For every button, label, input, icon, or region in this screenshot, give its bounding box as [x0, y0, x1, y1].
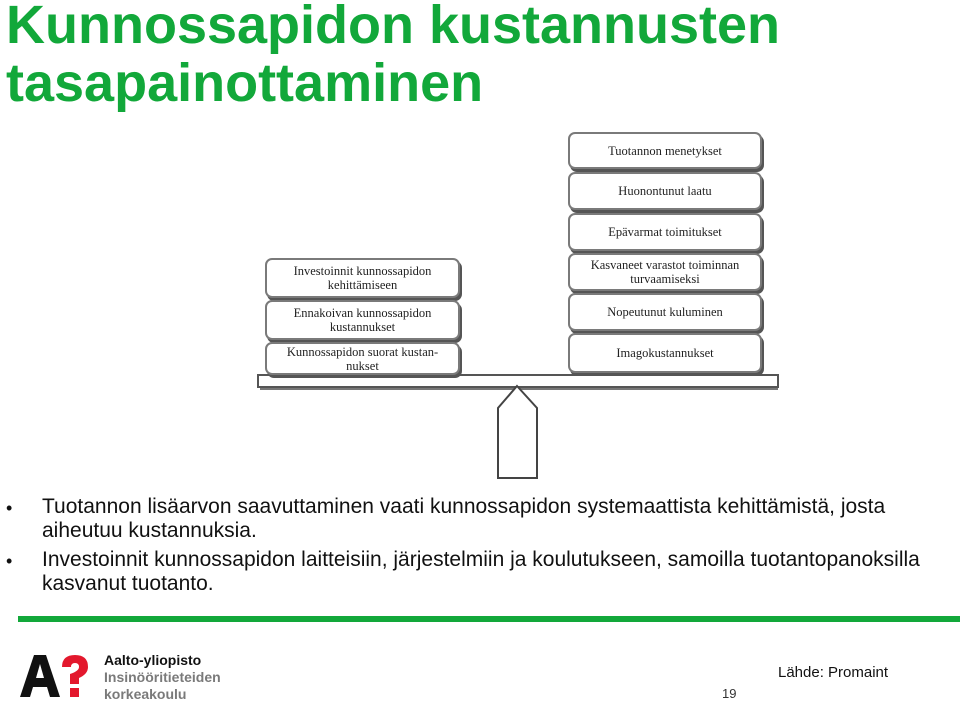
- right-box-2: Huonontunut laatu: [568, 172, 762, 210]
- bullet-text: Investoinnit kunnossapidon laitteisiin, järjestelmiin ja koulutukseen, samoilla tuotantopanoksilla kasvanut tuotanto.: [42, 548, 920, 595]
- left-box-2: Ennakoivan kunnossapidon kustannukset: [265, 300, 460, 340]
- right-box-6: Imagokustannukset: [568, 333, 762, 373]
- right-box-1: Tuotannon menetykset: [568, 132, 762, 169]
- bullet-dot-icon: •: [6, 498, 13, 518]
- right-box-4: Kasvaneet varastot toiminnan turvaamiseksi: [568, 253, 762, 291]
- logo-line-1: Aalto-yliopisto: [104, 652, 202, 668]
- aalto-logo-icon: [20, 655, 90, 697]
- bullet-dot-icon: •: [6, 551, 13, 571]
- university-name: [104, 652, 221, 703]
- bullet-text: Tuotannon lisäarvon saavuttaminen vaati kunnossapidon systemaattista kehittämistä, josta aiheutuu kustannuksia.: [42, 495, 886, 542]
- left-box-3: Kunnossapidon suorat kustan-nukset: [265, 342, 460, 375]
- right-box-3: Epävarmat toimitukset: [568, 213, 762, 251]
- balance-diagram: [250, 128, 790, 483]
- left-box-1: Investoinnit kunnossapidon kehittämiseen: [265, 258, 460, 298]
- bullet-list: [0, 495, 955, 601]
- scale-fulcrum: [498, 386, 537, 478]
- slide-title: Kunnossapidon kustannusten tasapainottaminen: [6, 0, 781, 113]
- logo-line-2: Insinööritieteiden: [104, 669, 221, 685]
- source-note: Lähde: Promaint: [778, 664, 889, 681]
- page-number: 19: [722, 686, 737, 701]
- bullet-item: [0, 548, 955, 596]
- footer-divider: [18, 616, 960, 622]
- bullet-item: [0, 495, 955, 543]
- logo-line-3: korkeakoulu: [104, 686, 187, 702]
- right-box-5: Nopeutunut kuluminen: [568, 293, 762, 331]
- scale-beam: [258, 375, 778, 387]
